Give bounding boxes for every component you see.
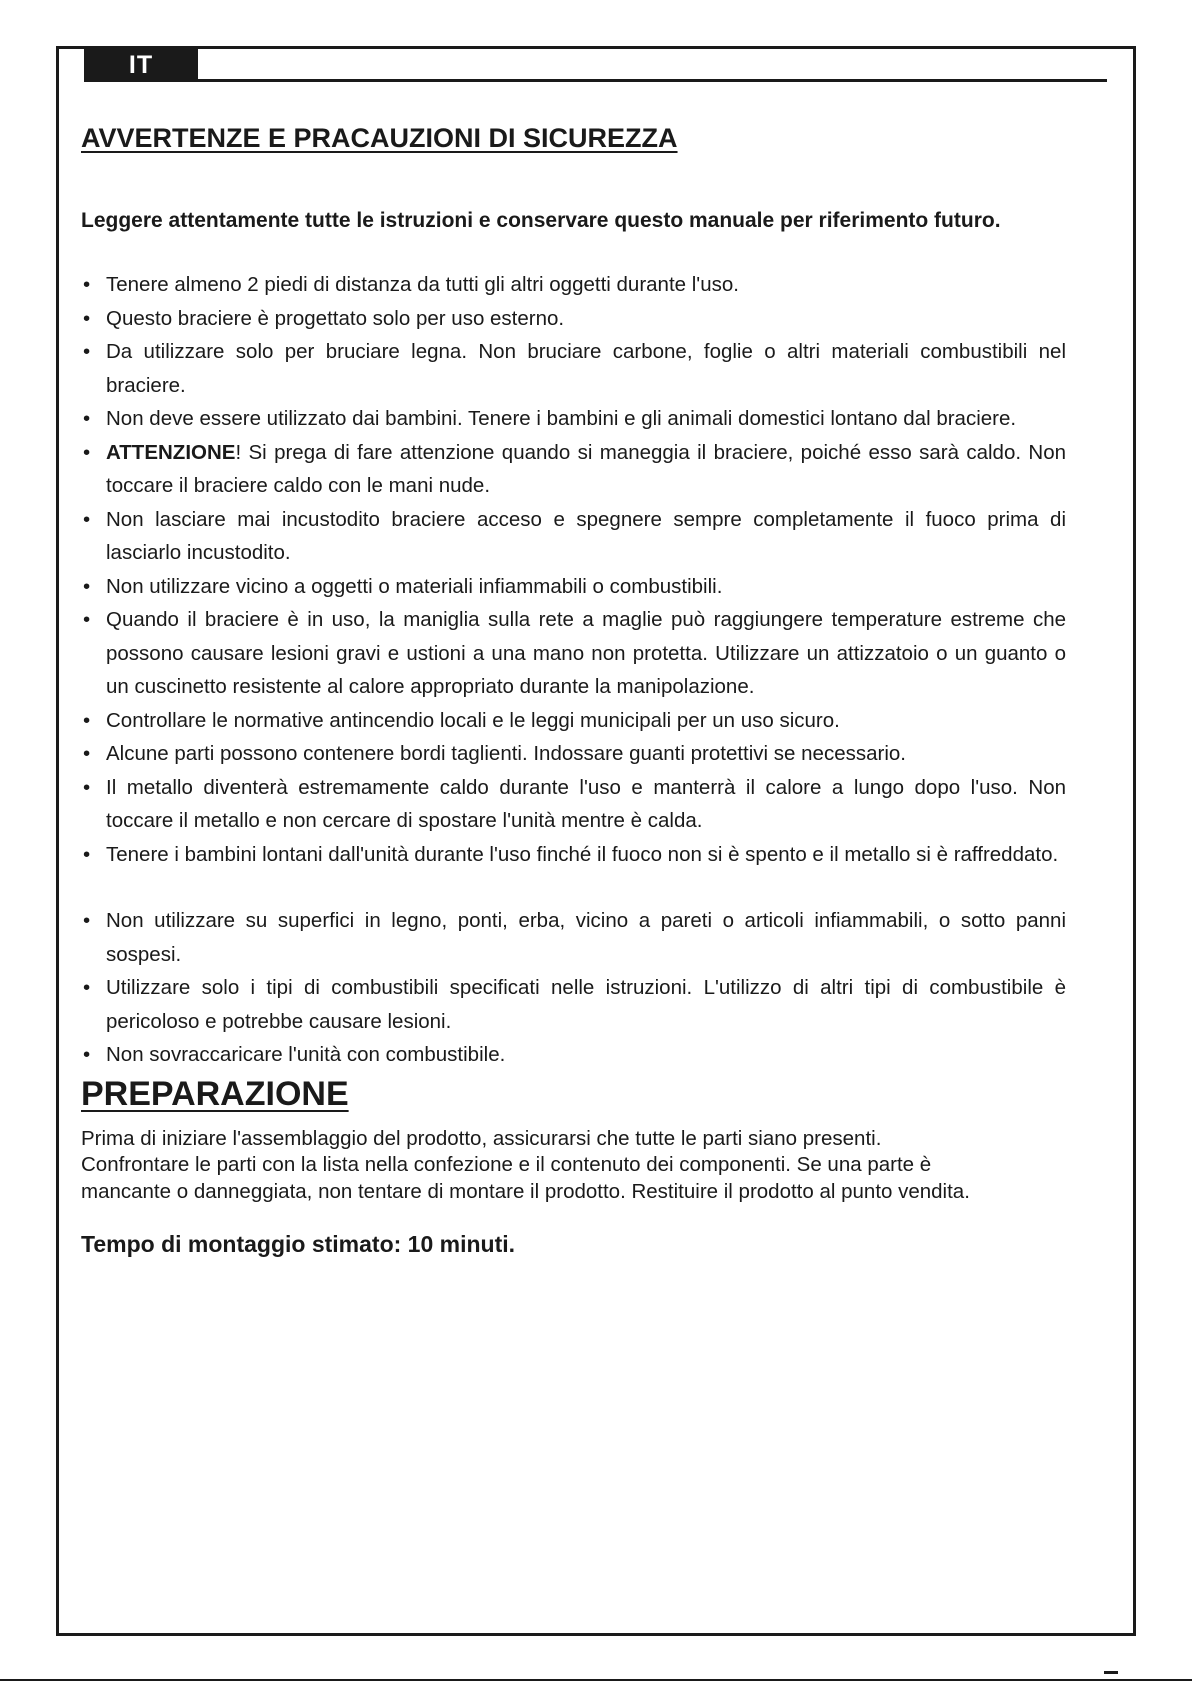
manual-content — [81, 120, 1066, 1259]
list-item: • Non utilizzare vicino a oggetti o materiali infiammabili o combustibili. — [81, 570, 1066, 604]
page-corner-mark — [1104, 1671, 1118, 1674]
header-divider — [84, 79, 1107, 82]
warning-text: ! Si prega di fare attenzione quando si maneggia il braciere, poiché esso sarà caldo. Non toccare il braciere caldo con le mani nude. — [106, 440, 1066, 497]
safety-list — [81, 268, 1066, 1072]
list-item: • Da utilizzare solo per bruciare legna. Non bruciare carbone, foglie o altri materiali combustibili nel braciere. — [81, 335, 1066, 402]
language-tab: IT — [84, 49, 198, 81]
list-item: • Non lasciare mai incustodito braciere acceso e spegnere sempre completamente il fuoco prima di lasciarlo incustodito. — [81, 503, 1066, 570]
preparation-title: PREPARAZIONE — [81, 1074, 349, 1113]
list-item: • Non sovraccaricare l'unità con combustibile. — [81, 1038, 1066, 1072]
assembly-time: Tempo di montaggio stimato: 10 minuti. — [81, 1231, 516, 1257]
list-item: • Tenere almeno 2 piedi di distanza da tutti gli altri oggetti durante l'uso. — [81, 268, 1066, 302]
list-item: • Controllare le normative antincendio locali e le leggi municipali per un uso sicuro. — [81, 704, 1066, 738]
safety-intro: Leggere attentamente tutte le istruzioni e conservare questo manuale per riferimento futuro. — [81, 209, 1001, 232]
list-item: • Il metallo diventerà estremamente caldo durante l'uso e manterrà il calore a lungo dopo l'uso. Non toccare il metallo e non cercare di spostare l'unità mentre è calda. — [81, 771, 1066, 838]
list-item: • Non deve essere utilizzato dai bambini. Tenere i bambini e gli animali domestici lontano dal braciere. — [81, 402, 1066, 436]
preparation-line: mancante o danneggiata, non tentare di montare il prodotto. Restituire il prodotto al punto vendita. — [81, 1179, 970, 1203]
list-item: • Questo braciere è progettato solo per uso esterno. — [81, 302, 1066, 336]
list-item: • Alcune parti possono contenere bordi taglienti. Indossare guanti protettivi se necessario. — [81, 737, 1066, 771]
list-item: • Utilizzare solo i tipi di combustibili specificati nelle istruzioni. L'utilizzo di altri tipi di combustibile è pericoloso e potrebbe causare lesioni. — [81, 971, 1066, 1038]
safety-title: AVVERTENZE E PRACAUZIONI DI SICUREZZA — [81, 123, 678, 153]
list-item: • Non utilizzare su superfici in legno, ponti, erba, vicino a pareti o articoli infiammabili, o sotto panni sospesi. — [81, 904, 1066, 971]
warning-label: ATTENZIONE — [106, 440, 236, 464]
list-item: • Tenere i bambini lontani dall'unità durante l'uso finché il fuoco non si è spento e il metallo si è raffreddato. — [81, 838, 1066, 872]
preparation-line: Confrontare le parti con la lista nella confezione e il contenuto dei componenti. Se una parte è — [81, 1153, 932, 1176]
footer-divider — [0, 1679, 1192, 1681]
list-item — [81, 436, 1066, 503]
preparation-text — [81, 1126, 1066, 1206]
preparation-line: Prima di iniziare l'assemblaggio del prodotto, assicurarsi che tutte le parti siano presenti. — [81, 1126, 882, 1150]
list-item: • Quando il braciere è in uso, la maniglia sulla rete a maglie può raggiungere temperature estreme che possono causare lesioni gravi e ustioni a una mano non protetta. Utilizzare un attizzatoio o un guanto o un cuscinetto resistente al calore appropriato durante la manipolazione. — [81, 603, 1066, 704]
